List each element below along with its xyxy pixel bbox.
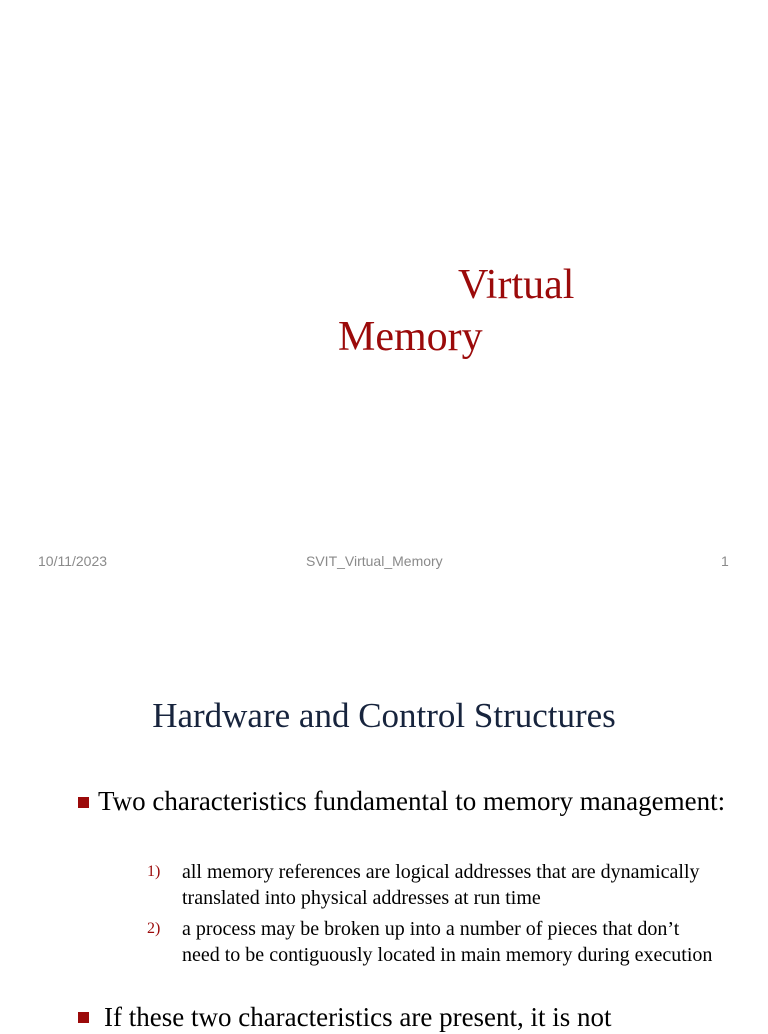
sub-item-text: all memory references are logical addresses that are dynamically translated into physical addresses at run time <box>182 861 700 909</box>
footer-date: 10/11/2023 <box>38 553 108 569</box>
content-slide <box>0 600 768 1032</box>
bullet-text: If these two characteristics are present, it is not <box>104 1002 612 1032</box>
sub-item-text: a process may be broken up into a number of pieces that don’t need to be contiguously located in main memory during execution <box>182 918 713 966</box>
square-bullet-icon <box>78 1012 89 1023</box>
footer-presentation-name: SVIT_Virtual_Memory <box>306 553 443 569</box>
slide-title-line-1: Virtual <box>458 262 575 308</box>
bullet-text: Two characteristics fundamental to memory management: <box>98 786 726 816</box>
sub-item-number: 2) <box>147 920 161 937</box>
slide-title-line-2: Memory <box>338 314 483 360</box>
sub-item-number: 1) <box>147 863 161 880</box>
footer-page-number: 1 <box>721 553 729 569</box>
square-bullet-icon <box>78 797 89 808</box>
slide-heading: Hardware and Control Structures <box>152 696 616 735</box>
